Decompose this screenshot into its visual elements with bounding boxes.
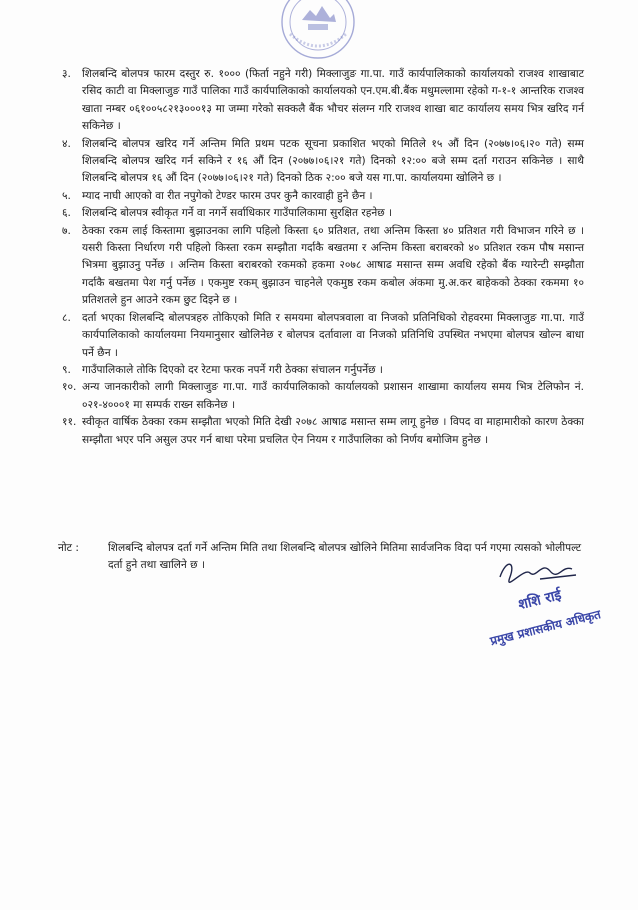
item-text: ठेक्का रकम लाई किस्तामा बुझाउनका लागि पहिलो किस्ता ६० प्रतिशत, तथा अन्तिम किस्ता ४० प्रतिशत गरी विभाजन गरिने छ । यसरी किस्ता निर्धारण गरी पहिलो किस्ता रकम सम्झौता गर्दाकै बखतमा र अन्तिम किस्ता बराबरको ४० प्रतिशत रकम पौष मसान्त भित्रमा बुझाउनु पर्नेछ । अन्तिम किस्ता बराबरको रकमको हकमा २०७८ आषाढ मसान्त सम्म अवधि रहेको बैंक ग्यारेन्टी सम्झौता गर्दाकै बखतमा पेश गर्नु पर्नेछ । एकमुष्ट रकम् बुझाउन चाहनेले एकमुष्ठ रकम कबोल अंकमा मु.अ.कर बाहेकको ठेक्का रकममा १० प्रतिशतले हुन आउने रकम छुट दिइने छ ।	[82, 224, 584, 307]
item-text: अन्य जानकारीको लागी मिक्लाजुङ गा.पा. गाउँ कार्यपालिकाको कार्यालयको प्रशासन शाखामा कार्यालय समय भित्र टेलिफोन नं. ०२१-४०००१ मा सम्पर्क राख्न सकिनेछ ।	[82, 381, 584, 411]
item-number: ४.	[62, 137, 71, 150]
list-item	[62, 188, 584, 205]
note-label: नोट :	[58, 542, 79, 554]
item-text: म्याद नाघी आएको वा रीत नपुगेको टेण्डर फारम उपर कुनै कारवाही हुने छैन ।	[82, 189, 373, 202]
signatory-name: शशि राई	[516, 587, 564, 614]
item-number: ३.	[62, 68, 71, 80]
item-text: शिलबन्दि बोलपत्र खरिद गर्ने अन्तिम मिति प्रथम पटक सूचना प्रकाशित भएको मितिले १५ औं दिन (२०७७।०६।२० गते) सम्म शिलबन्दि बोलपत्र खरिद गर्न सकिने र १६ औं दिन (२०७७।०६।२१ गते) दिनको १२:०० बजे सम्म दर्ता गराउन सकिनेछ । साथै शिलबन्दि बोलपत्र १६ औं दिन (२०७७।०६।२१ गते) दिनको ठिक २:०० बजे यस गा.पा. कार्यालयमा खोलिने छ ।	[82, 137, 584, 185]
handwritten-signature	[500, 564, 576, 582]
list-item	[62, 414, 584, 449]
terms-list	[62, 66, 584, 449]
item-number: ११.	[62, 416, 77, 429]
item-number: ६.	[62, 207, 71, 220]
list-item	[62, 66, 584, 136]
item-number: १०.	[62, 381, 77, 394]
signatory-title: प्रमुख प्रशासकीय अधिकृत	[488, 607, 603, 649]
item-text: गाउँपालिकाले तोकि दिएको दर रेटमा फरक नपर्ने गरी ठेक्का संचालन गर्नुपर्नेछ ।	[82, 363, 383, 376]
list-item	[62, 205, 584, 222]
note-text: शिलबन्दि बोलपत्र दर्ता गर्ने अन्तिम मिति तथा शिलबन्दि बोलपत्र खोलिने मितिमा सार्वजनिक विदा पर्न गएमा त्यसको भोलीपल्ट दर्ता हुने तथा खालिने छ ।	[108, 542, 582, 572]
item-number: ५.	[62, 189, 71, 202]
list-item	[62, 379, 584, 414]
item-number: ९.	[62, 363, 71, 376]
item-text: दर्ता भएका शिलबन्दि बोलपत्रहरु तोकिएको मिति र समयमा बोलपत्रवाला वा निजको प्रतिनिधिको रोहवरमा मिक्लाजुङ गा.पा. गाउँ कार्यपालिकाको कार्यालयमा नियमानुसार खोलिनेछ र बोलपत्र दर्तावाला वा निजको प्रतिनिधि उपस्थित नभएमा बोलपत्र खोल्न बाधा पर्ने छैन ।	[82, 311, 584, 359]
item-text: शिलबन्दि बोलपत्र स्वीकृत गर्ने वा नगर्ने सर्वाधिकार गाउँपालिकामा सुरक्षित रहनेछ ।	[82, 207, 393, 220]
list-item	[62, 362, 584, 379]
office-seal-icon	[272, 0, 364, 62]
list-item	[62, 310, 584, 362]
item-number: ७.	[62, 224, 71, 237]
item-text: स्वीकृत वार्षिक ठेक्का रकम सम्झौता भएको मिति देखी २०७८ आषाढ मसान्त सम्म लागू हुनेछ । विपद वा माहामारीको कारण ठेक्का सम्झौता भएर पनि असुल उपर गर्न बाधा परेमा प्रचलित ऐन नियम र गाउँपालिका को निर्णय बमोजिम हुनेछ ।	[82, 416, 584, 446]
item-text: शिलबन्दि बोलपत्र फारम दस्तुर रु. १००० (फिर्ता नहुने गरी) मिक्लाजुङ गा.पा. गाउँ कार्यपालिकाको कार्यालयको राजश्व शाखाबाट रसिद काटी वा मिक्लाजुङ गाउँ पालिका गाउँ कार्यपालिकाको कार्यालयको एन.एम.बी.बैंक मधुमल्लामा रहेको ग-१-१ आन्तरिक राजश्व खाता नम्बर ०६१००५८२१३०००१३ मा जम्मा गरेको सक्कलै बैंक भौचर संलग्न गरि राजश्व शाखा बाट कार्यालय समय भित्र खरिद गर्न सकिनेछ ।	[82, 68, 584, 133]
item-number: ८.	[62, 311, 71, 324]
signature-stamp	[480, 555, 630, 655]
list-item	[62, 223, 584, 310]
list-item	[62, 136, 584, 188]
